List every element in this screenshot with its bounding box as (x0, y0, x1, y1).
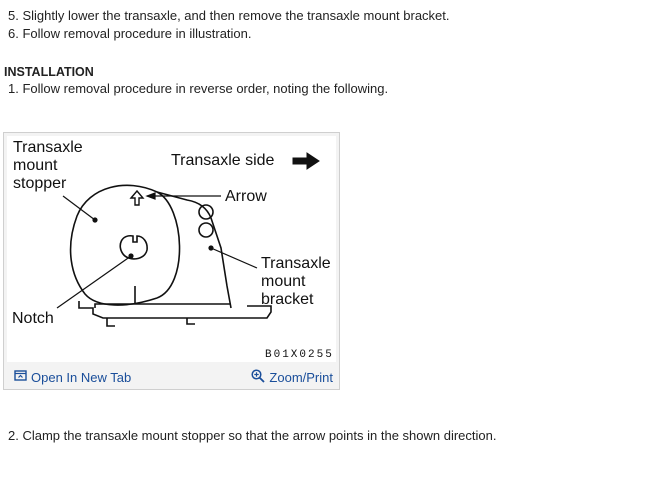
stopper-arrow-icon (131, 191, 143, 205)
zoom-print-link[interactable] (251, 369, 333, 386)
bracket-label-line-3: bracket (261, 291, 314, 308)
illustration[interactable] (7, 136, 336, 362)
step-6-text: 6. Follow removal procedure in illustration. (8, 26, 252, 41)
open-in-new-tab-link[interactable] (14, 369, 131, 385)
installation-step-2-text: 2. Clamp the transaxle mount stopper so that the arrow points in the shown direction. (8, 428, 497, 443)
installation-step-1-text: 1. Follow removal procedure in reverse order, noting the following. (8, 81, 389, 96)
installation-heading: INSTALLATION (4, 65, 94, 79)
notch-label: Notch (12, 310, 54, 327)
illustration-card (3, 132, 340, 390)
stopper-label-line-3: stopper (13, 175, 67, 192)
transaxle-mount-diagram (7, 136, 336, 362)
step-5-text: 5. Slightly lower the transaxle, and then remove the transaxle mount bracket. (8, 8, 450, 23)
figure-code: B01X0255 (265, 349, 334, 361)
zoom-print-label: Zoom/Print (269, 370, 333, 385)
stopper-label-line-1: Transaxle (13, 139, 83, 156)
arrow-label: Arrow (225, 188, 267, 205)
open-in-new-tab-label: Open In New Tab (31, 369, 132, 385)
mount-bracket-shape (79, 192, 271, 326)
leader-lines (57, 193, 257, 308)
illustration-footer (4, 363, 339, 389)
stopper-label-line-2: mount (13, 157, 58, 174)
bracket-label-line-1: Transaxle (261, 255, 331, 272)
transaxle-side-label: Transaxle side (171, 152, 275, 169)
transaxle-side-arrow-icon (293, 153, 319, 169)
bracket-label-line-2: mount (261, 273, 306, 290)
zoom-in-icon (251, 369, 265, 386)
open-in-new-tab-icon (14, 369, 27, 385)
